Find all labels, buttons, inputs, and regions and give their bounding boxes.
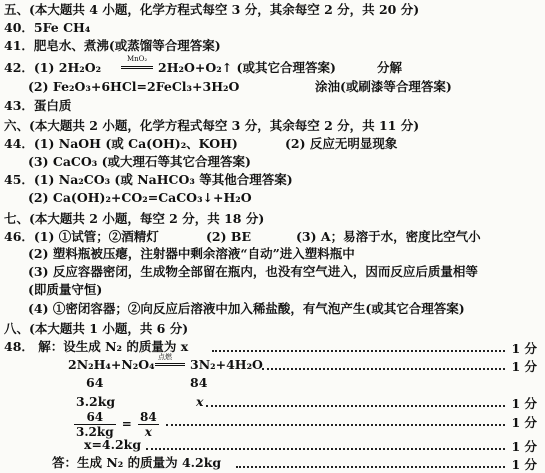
fraction-left-numerator: 64 bbox=[74, 410, 116, 425]
leader-dots-4 bbox=[166, 424, 505, 426]
q48-equation-products: 3N₂+4H₂O bbox=[190, 357, 263, 372]
leader-dots-5 bbox=[146, 448, 505, 450]
score-4: 1 分 bbox=[511, 415, 537, 430]
q47-line2: (2) 塑料瓶被压瘪，注射器中剩余溶液“自动”进入塑料瓶中 bbox=[28, 246, 355, 261]
leader-dots-3 bbox=[206, 405, 505, 407]
q48-equation-reactants: 2N₂H₄+N₂O₄ bbox=[68, 357, 155, 372]
score-5: 1 分 bbox=[511, 439, 537, 454]
q48-molar-mass-2: 84 bbox=[190, 375, 208, 390]
score-1: 1 分 bbox=[511, 341, 537, 356]
fraction-right-numerator: 84 bbox=[140, 410, 157, 424]
q46-part3: (3) A；易溶于水，密度比空气小 bbox=[296, 229, 481, 244]
q47-line3: (3) 反应容器密闭，生成物全部留在瓶内，也没有空气进入，因而反应后质量相等 bbox=[28, 264, 478, 279]
q44-line1a: 44．(1) NaOH (或 Ca(OH)₂、KOH) bbox=[4, 136, 238, 151]
leader-dots-6 bbox=[236, 466, 505, 468]
q48-setup: 48． 解：设生成 N₂ 的质量为 x bbox=[4, 339, 189, 354]
q44-line1b: (2) 反应无明显现象 bbox=[285, 136, 398, 151]
score-3: 1 分 bbox=[511, 396, 537, 411]
q46-part2: (2) BE bbox=[206, 229, 251, 244]
q44-line2: (3) CaCO₃ (或大理石等其它合理答案) bbox=[28, 154, 251, 169]
q48-condition-line bbox=[155, 363, 185, 364]
q48-unknown: x bbox=[196, 394, 204, 409]
q47-line5: (4) ①密闭容器；②向反应后溶液中加入稀盐酸，有气泡产生(或其它合理答案) bbox=[28, 301, 465, 316]
leader-dots-1 bbox=[212, 350, 505, 352]
section-6-title: 六、(本大题共 2 小题，化学方程式每空 3 分，其余每空 2 分，共 11 分) bbox=[4, 118, 420, 133]
q42-catalyst: MnO₂ bbox=[127, 55, 148, 63]
q42-line2-method: 涂油(或刷漆等合理答案) bbox=[315, 79, 452, 94]
score-2: 1 分 bbox=[511, 359, 537, 374]
q42-line1-reactant: 42．(1) 2H₂O₂ bbox=[4, 60, 102, 75]
q40-answer: 40．5Fe CH₄ bbox=[4, 20, 91, 35]
q42-condition-line-2 bbox=[121, 68, 153, 69]
q48-condition-line-2 bbox=[155, 365, 185, 366]
section-5-title: 五、(本大题共 4 小题，化学方程式每空 3 分，其余每空 2 分，共 20 分) bbox=[4, 2, 420, 17]
q48-proportion bbox=[72, 410, 161, 439]
section-8-title: 八、(本大题共 1 小题，共 6 分) bbox=[4, 321, 189, 336]
q42-condition-line bbox=[121, 66, 153, 67]
q45-line2: (2) Ca(OH)₂+CO₂=CaCO₃↓+H₂O bbox=[28, 190, 252, 205]
q43-answer: 43．蛋白质 bbox=[4, 98, 72, 113]
fraction-right bbox=[138, 410, 159, 439]
fraction-left-denominator: 3.2kg bbox=[76, 425, 114, 439]
q42-line2-equation: (2) Fe₂O₃+6HCl=2FeCl₃+3H₂O bbox=[28, 79, 240, 94]
q42-reaction-type: 分解 bbox=[377, 60, 403, 75]
q41-answer: 41．肥皂水、煮沸(或蒸馏等合理答案) bbox=[4, 38, 221, 53]
q48-molar-mass-1: 64 bbox=[86, 375, 104, 390]
q46-part1: 46．(1) ①试管；②酒精灯 bbox=[4, 229, 159, 244]
q45-line1: 45．(1) Na₂CO₃ (或 NaHCO₃ 等其他合理答案) bbox=[4, 172, 293, 187]
score-6: 1 分 bbox=[511, 457, 537, 472]
fraction-left bbox=[74, 410, 116, 439]
equals-sign: = bbox=[121, 417, 132, 431]
q48-answer: 答：生成 N₂ 的质量为 4.2kg bbox=[52, 455, 222, 470]
q48-result: x=4.2kg bbox=[84, 437, 142, 452]
q48-condition: 点燃 bbox=[158, 353, 172, 361]
leader-dots-2 bbox=[262, 368, 505, 370]
section-7-title: 七、(本大题共 2 小题，每空 2 分，共 18 分) bbox=[4, 211, 265, 226]
fraction-right-denominator: x bbox=[144, 425, 152, 439]
q48-given-mass: 3.2kg bbox=[76, 394, 116, 409]
q47-line4: (即质量守恒) bbox=[28, 282, 103, 297]
q42-line1-product: 2H₂O+O₂↑ (或其它合理答案) bbox=[158, 60, 336, 75]
